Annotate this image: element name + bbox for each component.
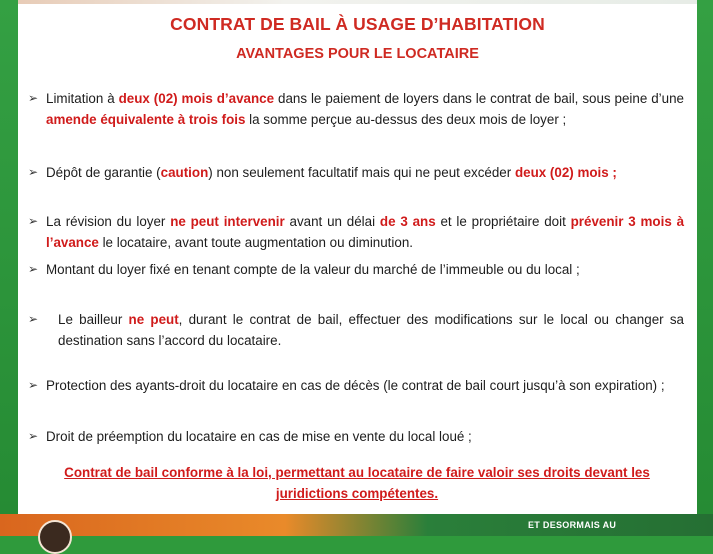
body-text: Dépôt de garantie ( [46, 165, 161, 180]
list-item [28, 375, 684, 396]
document-card [18, 4, 697, 514]
document-subtitle: AVANTAGES POUR LE LOCATAIRE [236, 46, 479, 62]
list-item-text [46, 162, 684, 183]
list-item-text [46, 88, 684, 130]
body-text: La révision du loyer [46, 214, 171, 229]
body-text: Limitation à [46, 91, 119, 106]
list-item-text [46, 375, 684, 396]
highlighted-text: caution [160, 165, 209, 180]
body-text: , durant le contrat de bail, effectuer des modifications sur le local ou changer sa destination sans l’accord du locataire. [58, 312, 684, 348]
body-text: le locataire, avant toute augmentation ou diminution. [98, 235, 413, 250]
highlighted-text: de 3 ans [379, 214, 436, 229]
list-item [28, 162, 684, 183]
green-frame-left [0, 0, 18, 536]
list-item-text [46, 426, 684, 447]
highlighted-text: ne peut intervenir [170, 214, 285, 229]
arrow-bullet-icon: ➢ [28, 262, 39, 276]
highlighted-text: amende équivalente à trois fois [46, 112, 246, 127]
green-frame-right [697, 0, 713, 536]
highlighted-text: ne peut [128, 312, 179, 327]
arrow-bullet-icon: ➢ [28, 165, 39, 179]
body-text: Protection des ayants-droit du locataire en cas de décès (le contrat de bail court jusqu’à son expiration) ; [46, 378, 665, 393]
arrow-bullet-icon: ➢ [28, 429, 39, 443]
list-item [28, 88, 684, 130]
document-title: CONTRAT DE BAIL À USAGE D’HABITATION [170, 14, 545, 34]
arrow-bullet-icon: ➢ [28, 378, 39, 392]
arrow-bullet-icon: ➢ [28, 312, 39, 326]
body-text: et le propriétaire doit [435, 214, 571, 229]
body-text: dans le paiement de loyers dans le contrat de bail, sous peine d’une [274, 91, 684, 106]
body-text: ) non seulement facultatif mais qui ne peut excéder [208, 165, 515, 180]
body-text: Le bailleur [58, 312, 129, 327]
arrow-bullet-icon: ➢ [28, 91, 39, 105]
list-item-text [46, 211, 684, 253]
list-item [28, 259, 684, 280]
list-item [28, 309, 684, 351]
conclusion-text: Contrat de bail conforme à la loi, permettant au locataire de faire valoir ses droits devant les juridictions compétentes. [64, 465, 650, 501]
highlighted-text: deux (02) mois ; [514, 165, 617, 180]
body-text: Montant du loyer fixé en tenant compte de la valeur du marché de l’immeuble ou du local ; [46, 262, 580, 277]
arrow-bullet-icon: ➢ [28, 214, 39, 228]
body-text: Droit de préemption du locataire en cas de mise en vente du local loué ; [46, 429, 472, 444]
body-text: la somme perçue au-dessus des deux mois de loyer ; [245, 112, 567, 127]
list-item-text [46, 259, 684, 280]
highlighted-text: deux (02) mois d’avance [118, 91, 275, 106]
list-item-text [58, 309, 684, 351]
avatar [38, 520, 72, 554]
list-item [28, 426, 684, 447]
body-text: avant un délai [284, 214, 380, 229]
highlighted-text: prévenir 3 mois à l’avance [46, 214, 685, 250]
list-item [28, 211, 684, 253]
footer-text: ET DESORMAIS AU [528, 520, 617, 530]
footer-banner [0, 514, 713, 536]
